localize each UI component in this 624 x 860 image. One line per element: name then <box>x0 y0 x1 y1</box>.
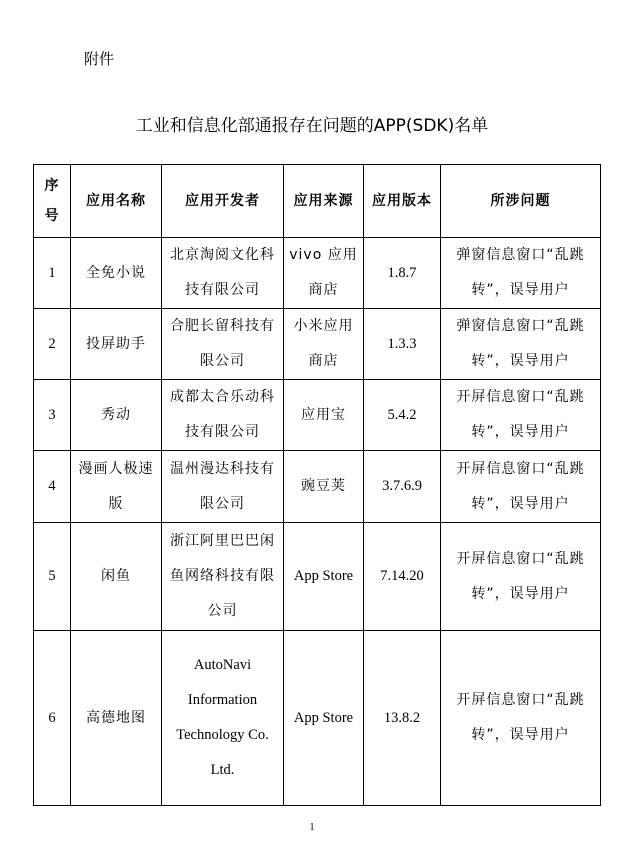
cell-version: 7.14.20 <box>364 523 441 631</box>
cell-source-text: 豌豆荚 <box>301 478 346 494</box>
cell-app-name <box>71 451 162 523</box>
cell-seq: 5 <box>34 523 71 631</box>
cell-source <box>284 523 364 631</box>
header-version: 应用版本 <box>364 165 441 238</box>
cell-source-text: App Store <box>293 568 354 584</box>
cell-issue-text: 开屏信息窗口“乱跳转”，误导用户 <box>456 550 585 602</box>
cell-developer-text: 成都太合乐动科技有限公司 <box>170 389 275 440</box>
cell-source-text: 应用宝 <box>301 406 346 423</box>
cell-developer-text: 合肥长留科技有限公司 <box>170 318 275 369</box>
table-row <box>34 238 601 309</box>
app-list-table <box>33 164 601 806</box>
header-source: 应用来源 <box>284 165 364 238</box>
cell-seq: 2 <box>34 309 71 380</box>
cell-app-name-text: 漫画人极速版 <box>78 460 154 512</box>
table-header-row <box>34 165 601 238</box>
table-row <box>34 380 601 451</box>
header-seq-top: 序 <box>44 178 60 194</box>
cell-seq: 1 <box>34 238 71 309</box>
cell-issue-text: 开屏信息窗口“乱跳转”，误导用户 <box>456 692 585 743</box>
cell-developer <box>162 238 284 309</box>
cell-issue <box>441 451 601 523</box>
cell-version: 5.4.2 <box>364 380 441 451</box>
cell-app-name <box>71 238 162 309</box>
cell-developer-text: 温州漫达科技有限公司 <box>170 460 275 512</box>
cell-version: 3.7.6.9 <box>364 451 441 523</box>
table-row <box>34 523 601 631</box>
page-number: 1 <box>309 822 315 833</box>
cell-developer-text: AutoNavi Information Technology Co. Ltd. <box>176 657 269 778</box>
cell-seq: 4 <box>34 451 71 523</box>
cell-issue-text: 开屏信息窗口“乱跳转”，误导用户 <box>456 460 585 512</box>
cell-app-name-text: 投屏助手 <box>86 335 146 352</box>
cell-issue-text: 弹窗信息窗口“乱跳转”，误导用户 <box>456 318 585 369</box>
cell-developer-text: 北京淘阅文化科技有限公司 <box>170 247 275 298</box>
cell-source-text: 小米应用商店 <box>293 318 354 369</box>
header-app-name: 应用名称 <box>71 165 162 238</box>
cell-developer <box>162 523 284 631</box>
cell-app-name-text: 秀动 <box>101 406 131 423</box>
table-row <box>34 631 601 806</box>
cell-developer <box>162 451 284 523</box>
cell-issue <box>441 380 601 451</box>
cell-app-name-text: 闲鱼 <box>101 568 131 584</box>
cell-app-name-text: 全免小说 <box>86 264 146 281</box>
cell-app-name-text: 高德地图 <box>86 709 146 726</box>
cell-app-name <box>71 380 162 451</box>
cell-source <box>284 631 364 806</box>
cell-issue <box>441 523 601 631</box>
cell-app-name <box>71 309 162 380</box>
header-developer: 应用开发者 <box>162 165 284 238</box>
cell-source-text: vivo 应用商店 <box>289 247 358 298</box>
cell-version: 1.3.3 <box>364 309 441 380</box>
header-issue: 所涉问题 <box>441 165 601 238</box>
cell-version: 1.8.7 <box>364 238 441 309</box>
cell-app-name <box>71 523 162 631</box>
cell-source <box>284 309 364 380</box>
table-row <box>34 309 601 380</box>
attachment-label: 附件 <box>84 50 115 68</box>
cell-issue <box>441 309 601 380</box>
cell-developer <box>162 631 284 806</box>
cell-seq: 3 <box>34 380 71 451</box>
cell-source <box>284 380 364 451</box>
cell-developer-text: 浙江阿里巴巴闲鱼网络科技有限公司 <box>170 533 275 619</box>
header-seq <box>34 165 71 238</box>
cell-version: 13.8.2 <box>364 631 441 806</box>
cell-developer <box>162 309 284 380</box>
table-row <box>34 451 601 523</box>
header-seq-bottom: 号 <box>44 208 60 224</box>
cell-issue <box>441 631 601 806</box>
cell-source <box>284 451 364 523</box>
cell-issue-text: 开屏信息窗口“乱跳转”，误导用户 <box>456 389 585 440</box>
cell-developer <box>162 380 284 451</box>
cell-app-name <box>71 631 162 806</box>
cell-seq: 6 <box>34 631 71 806</box>
cell-source-text: App Store <box>293 709 354 726</box>
cell-source <box>284 238 364 309</box>
cell-issue <box>441 238 601 309</box>
cell-issue-text: 弹窗信息窗口“乱跳转”，误导用户 <box>456 247 585 298</box>
document-title: 工业和信息化部通报存在问题的APP(SDK)名单 <box>135 116 489 136</box>
